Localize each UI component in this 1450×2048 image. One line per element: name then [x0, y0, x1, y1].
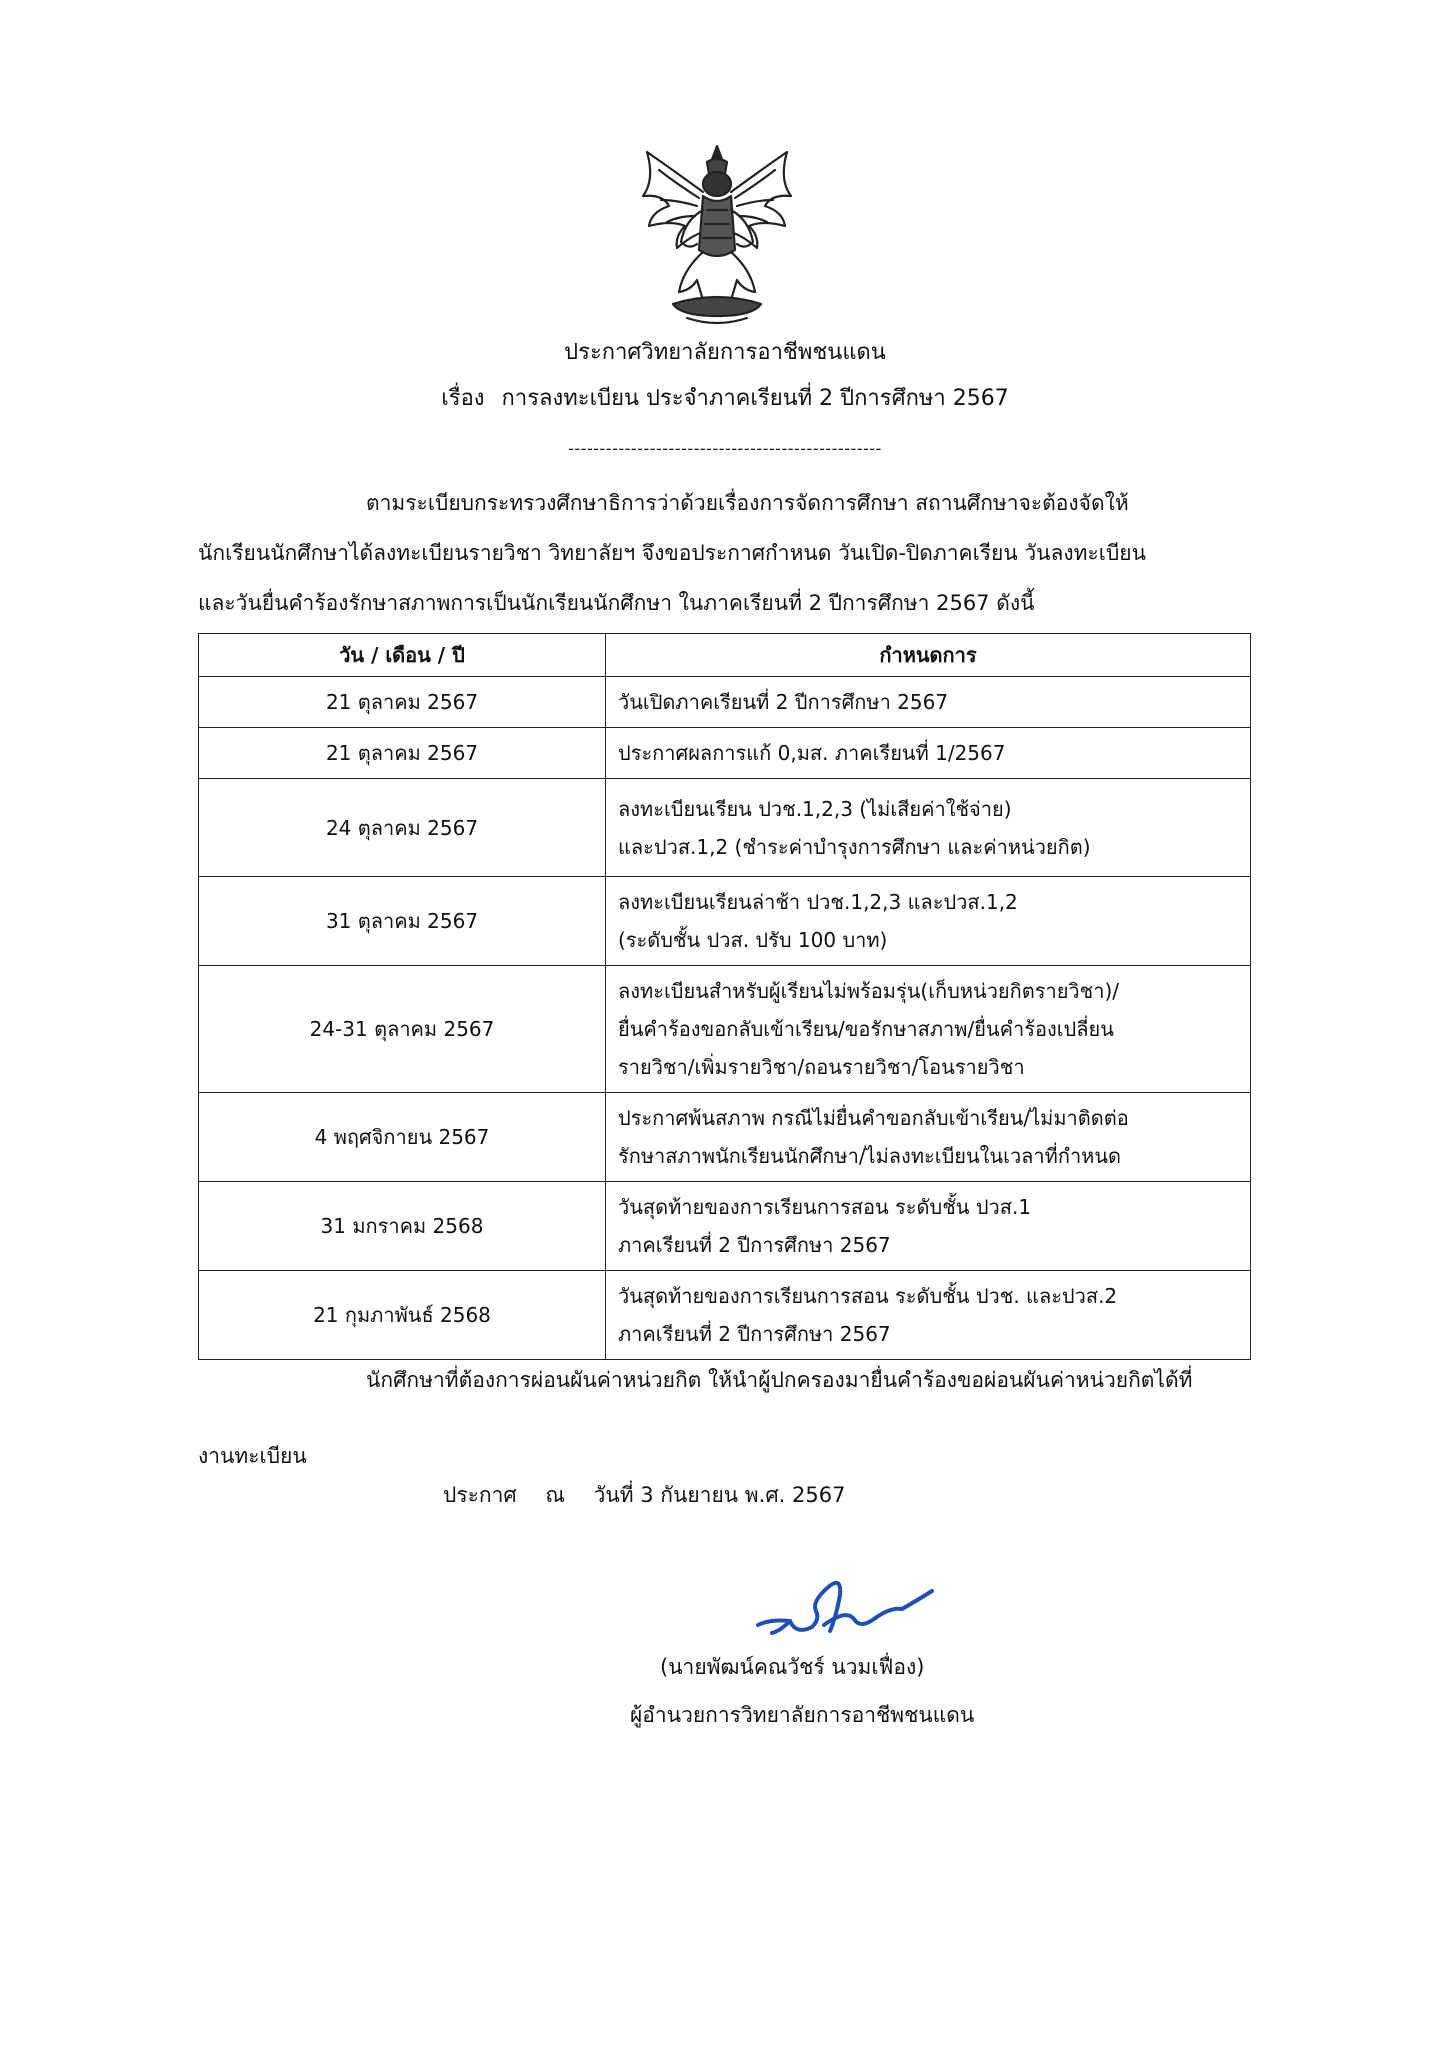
activity-line: วันสุดท้ายของการเรียนการสอน ระดับชั้น ปวส.1: [618, 1195, 1032, 1219]
row-date: 21 ตุลาคม 2567: [199, 728, 606, 779]
signatory-name: (นายพัฒน์คณวัชร์ นวมเฟื่อง): [660, 1655, 925, 1679]
intro-paragraph: [198, 478, 1253, 628]
activity-line: วันเปิดภาคเรียนที่ 2 ปีการศึกษา 2567: [618, 690, 949, 714]
activity-line: ลงทะเบียนสำหรับผู้เรียนไม่พร้อมรุ่น(เก็บหน่วยกิตรายวิชา)/: [618, 979, 1120, 1003]
announcement-date-line: [443, 1480, 867, 1510]
row-activity: [606, 728, 1251, 779]
table-row: [199, 677, 1251, 728]
activity-line: ประกาศผลการแก้ 0,มส. ภาคเรียนที่ 1/2567: [618, 741, 1006, 765]
activity-line: รักษาสภาพนักเรียนนักศึกษา/ไม่ลงทะเบียนในเวลาที่กำหนด: [618, 1144, 1122, 1168]
announcement-title: ประกาศวิทยาลัยการอาชีพชนแดน: [564, 340, 886, 365]
row-activity: [606, 1271, 1251, 1360]
row-date: 31 มกราคม 2568: [199, 1182, 606, 1271]
schedule-table: [198, 633, 1251, 1360]
intro-line: ตามระเบียบกระทรวงศึกษาธิการว่าด้วยเรื่องการจัดการศึกษา สถานศึกษาจะต้องจัดให้: [366, 491, 1129, 515]
divider: --------------------------------------------------: [568, 439, 882, 458]
activity-line: รายวิชา/เพิ่มรายวิชา/ถอนรายวิชา/โอนรายวิชา: [618, 1055, 1025, 1079]
closing-line: งานทะเบียน: [198, 1444, 307, 1468]
activity-line: ประกาศพ้นสภาพ กรณีไม่ยื่นคำขอกลับเข้าเรียน/ไม่มาติดต่อ: [618, 1106, 1129, 1130]
row-activity: [606, 1093, 1251, 1182]
table-row: [199, 779, 1251, 877]
activity-line: ภาคเรียนที่ 2 ปีการศึกษา 2567: [618, 1233, 891, 1257]
row-date: 31 ตุลาคม 2567: [199, 877, 606, 966]
table-row: [199, 1271, 1251, 1360]
row-activity: [606, 779, 1251, 877]
activity-line: ลงทะเบียนเรียนล่าช้า ปวช.1,2,3 และปวส.1,2: [618, 890, 1018, 914]
closing-line: นักศึกษาที่ต้องการผ่อนผันค่าหน่วยกิต ให้นำผู้ปกครองมายื่นคำร้องขอผ่อนผันค่าหน่วยกิตได้ที่: [366, 1368, 1193, 1392]
table-row: [199, 966, 1251, 1093]
activity-line: (ระดับชั้น ปวส. ปรับ 100 บาท): [618, 928, 888, 952]
table-row: [199, 1093, 1251, 1182]
row-date: 4 พฤศจิกายน 2567: [199, 1093, 606, 1182]
announce-at: ณ: [545, 1483, 565, 1507]
table-row: [199, 877, 1251, 966]
row-activity: [606, 877, 1251, 966]
row-date: 24 ตุลาคม 2567: [199, 779, 606, 877]
header-activity: กำหนดการ: [606, 634, 1251, 677]
activity-line: วันสุดท้ายของการเรียนการสอน ระดับชั้น ปวช. และปวส.2: [618, 1284, 1118, 1308]
announce-label: ประกาศ: [443, 1483, 517, 1507]
activity-line: และปวส.1,2 (ชำระค่าบำรุงการศึกษา และค่าหน่วยกิต): [618, 834, 1091, 859]
activity-line: ลงทะเบียนเรียน ปวช.1,2,3 (ไม่เสียค่าใช้จ่าย): [618, 796, 1012, 821]
row-activity: [606, 677, 1251, 728]
header-date: วัน / เดือน / ปี: [199, 634, 606, 677]
garuda-emblem-icon: [633, 140, 801, 330]
intro-line: นักเรียนนักศึกษาได้ลงทะเบียนรายวิชา วิทยาลัยฯ จึงขอประกาศกำหนด วันเปิด-ปิดภาคเรียน วันลงทะเบียน: [198, 541, 1146, 565]
intro-line: และวันยื่นคำร้องรักษาสภาพการเป็นนักเรียนนักศึกษา ในภาคเรียนที่ 2 ปีการศึกษา 2567 ดังนี้: [198, 591, 1035, 615]
row-date: 21 กุมภาพันธ์ 2568: [199, 1271, 606, 1360]
signatory-position: ผู้อำนวยการวิทยาลัยการอาชีพชนแดน: [630, 1703, 975, 1727]
table-row: [199, 728, 1251, 779]
row-date: 24-31 ตุลาคม 2567: [199, 966, 606, 1093]
announcement-subject: [0, 384, 1450, 414]
row-activity: [606, 966, 1251, 1093]
signature-icon: [750, 1565, 940, 1645]
subject-label: เรื่อง: [441, 386, 485, 411]
activity-line: ภาคเรียนที่ 2 ปีการศึกษา 2567: [618, 1322, 891, 1346]
row-date: 21 ตุลาคม 2567: [199, 677, 606, 728]
activity-line: ยื่นคำร้องขอกลับเข้าเรียน/ขอรักษาสภาพ/ยื่นคำร้องเปลี่ยน: [618, 1017, 1114, 1041]
subject-text: การลงทะเบียน ประจำภาคเรียนที่ 2 ปีการศึกษา 2567: [501, 386, 1009, 411]
row-activity: [606, 1182, 1251, 1271]
announce-date: วันที่ 3 กันยายน พ.ศ. 2567: [593, 1483, 846, 1507]
closing-paragraph: [198, 1355, 1253, 1481]
table-row: [199, 1182, 1251, 1271]
table-header-row: [199, 634, 1251, 677]
